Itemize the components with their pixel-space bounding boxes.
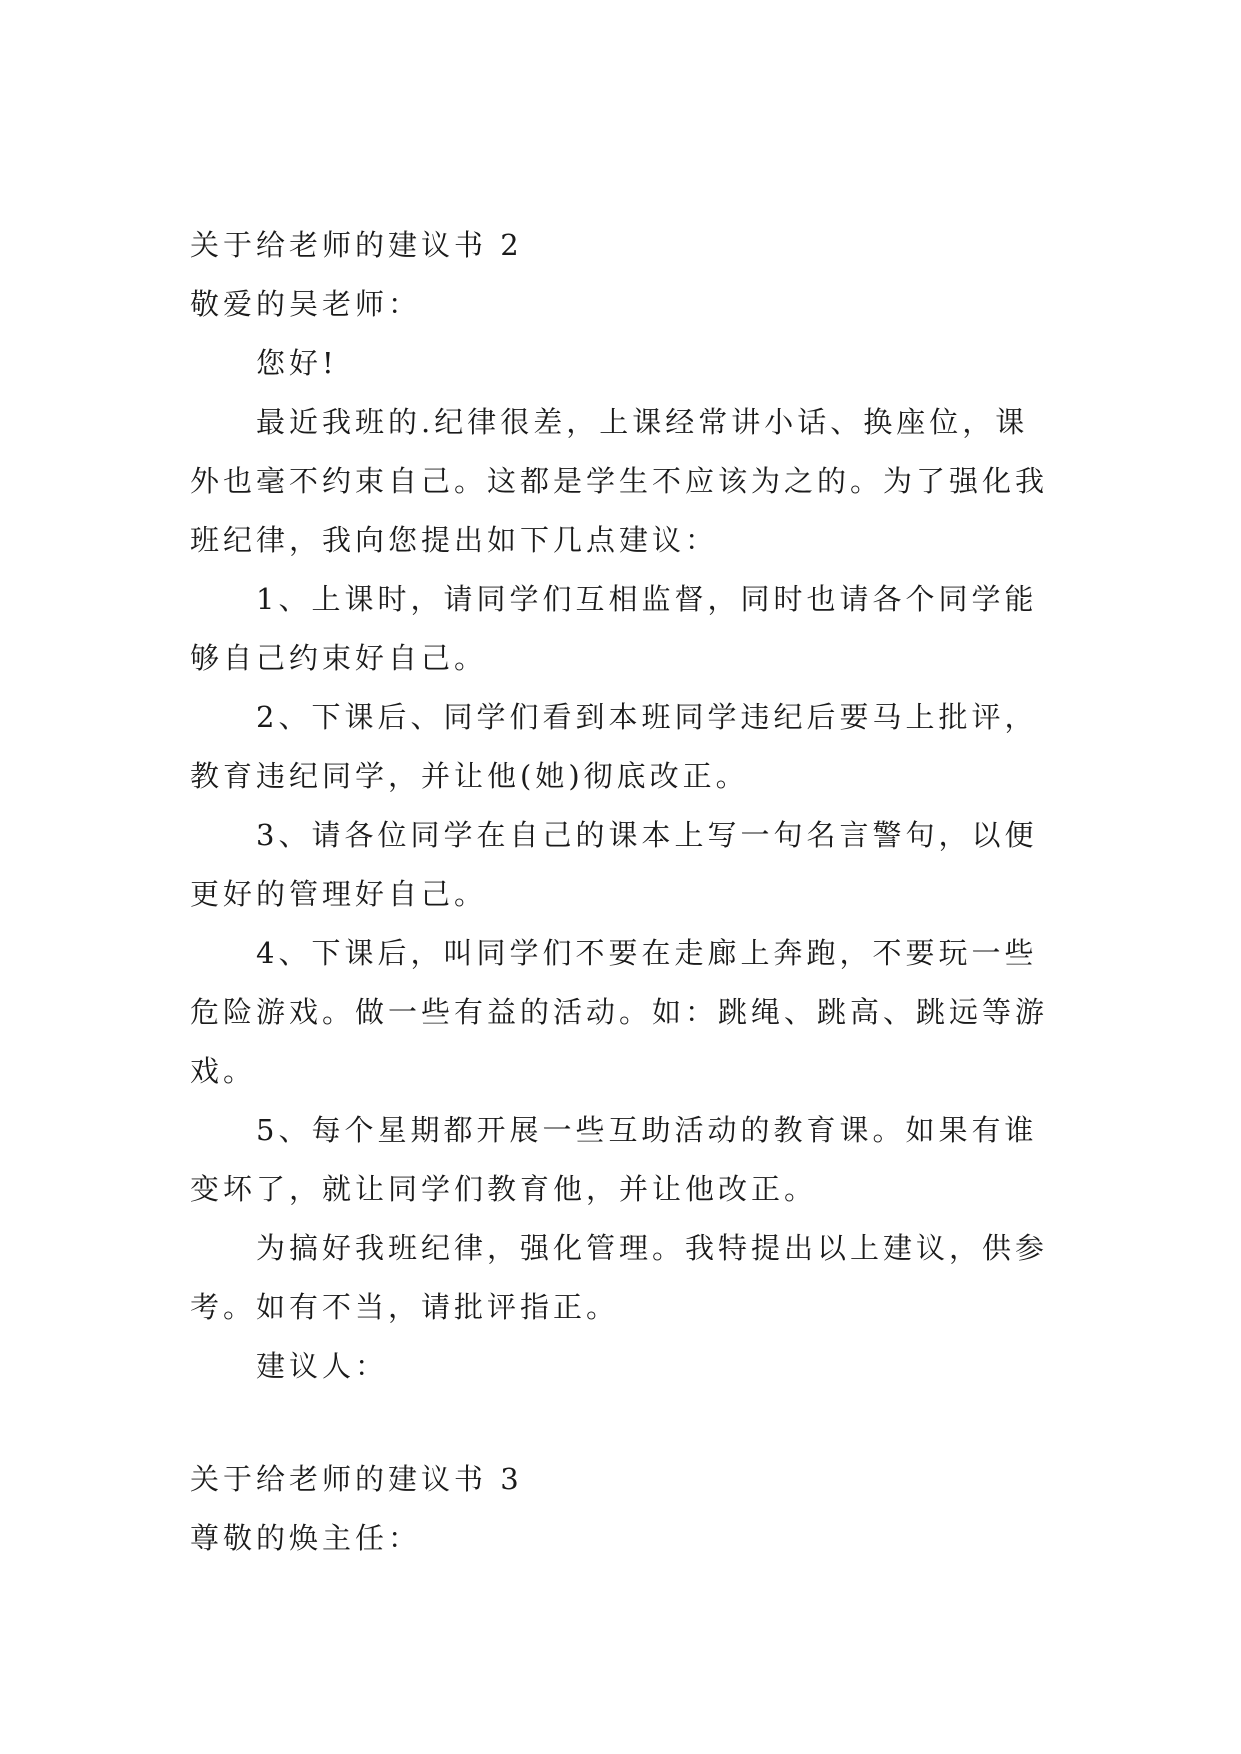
- paragraph-line: 最近我班的.纪律很差，上课经常讲小话、换座位，课: [256, 405, 1029, 439]
- section-title: 关于给老师的建议书 2: [190, 228, 523, 262]
- paragraph-line: 1、上课时，请同学们互相监督，同时也请各个同学能: [256, 582, 1038, 616]
- signature-label: 建议人：: [256, 1349, 389, 1383]
- paragraph-line: 更好的管理好自己。: [190, 877, 488, 911]
- paragraph-line: 考。如有不当，请批评指正。: [190, 1290, 620, 1324]
- paragraph-line: 4、下课后，叫同学们不要在走廊上奔跑，不要玩一些: [256, 936, 1038, 970]
- paragraph-line: 5、每个星期都开展一些互助活动的教育课。如果有谁: [256, 1113, 1038, 1147]
- greeting: 您好!: [256, 346, 338, 380]
- paragraph-line: 为搞好我班纪律，强化管理。我特提出以上建议，供参: [256, 1231, 1049, 1265]
- paragraph-line: 3、请各位同学在自己的课本上写一句名言警句，以便: [256, 818, 1038, 852]
- paragraph-line: 外也毫不约束自己。这都是学生不应该为之的。为了强化我: [190, 464, 1049, 498]
- paragraph-line: 戏。: [190, 1054, 257, 1088]
- salutation: 敬爱的吴老师：: [190, 287, 422, 321]
- paragraph-line: 教育违纪同学，并让他(她)彻底改正。: [190, 759, 749, 793]
- paragraph-line: 变坏了，就让同学们教育他，并让他改正。: [190, 1172, 818, 1206]
- paragraph-line: 2、下课后、同学们看到本班同学违纪后要马上批评，: [256, 700, 1038, 734]
- section-title: 关于给老师的建议书 3: [190, 1462, 523, 1496]
- paragraph-line: 班纪律，我向您提出如下几点建议：: [190, 523, 719, 557]
- salutation: 尊敬的焕主任：: [190, 1521, 422, 1555]
- paragraph-line: 危险游戏。做一些有益的活动。如：跳绳、跳高、跳远等游: [190, 995, 1049, 1029]
- paragraph-line: 够自己约束好自己。: [190, 641, 488, 675]
